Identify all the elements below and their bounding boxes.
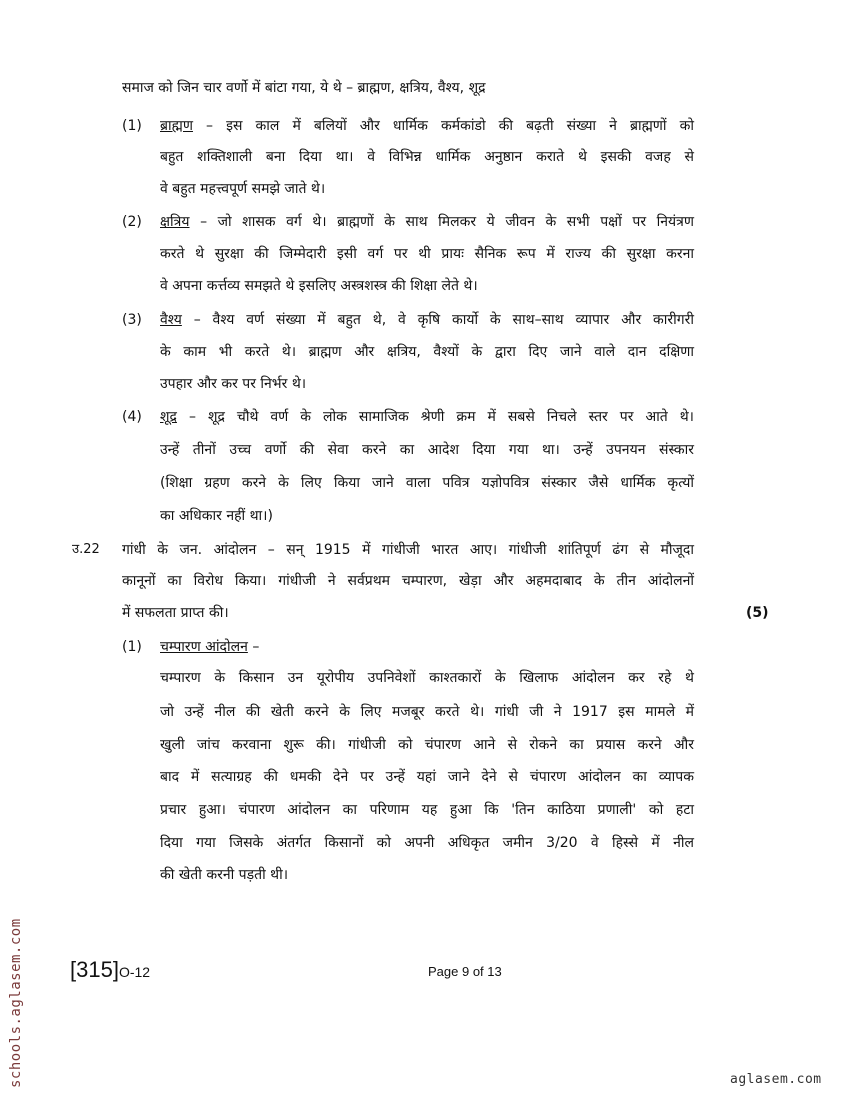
varna-4-text-1: – शूद्र चौथे वर्ण के लोक सामाजिक श्रेणी क्रम में सबसे निचले स्तर पर आते थे।: [176, 409, 694, 425]
champaran-line-1: चम्पारण के किसान उन यूरोपीय उपनिवेशों काश्तकारों के खिलाफ आंदोलन कर रहे थे: [160, 670, 694, 686]
question-number: उ.22: [72, 542, 100, 557]
varna-3-line-2: के काम भी करते थे। ब्राह्मण और क्षत्रिय, वैश्यों के द्वारा दिए जाने वाले दान दक्षिणा: [160, 344, 694, 360]
varna-1-term: ब्राह्मण: [160, 118, 193, 134]
varna-2-line-2: करते थे सुरक्षा की जिम्मेदारी इसी वर्ग पर थी प्रायः सैनिक रूप में राज्य की सुरक्षा करना: [160, 246, 694, 262]
varna-1-number: (1): [122, 118, 142, 134]
champaran-line-4: बाद में सत्याग्रह की धमकी देने पर उन्हें यहां जाने देने से चंपारण आंदोलन का व्यापक: [160, 769, 694, 785]
varna-3-term: वैश्य: [160, 312, 182, 328]
paper-code: [70, 956, 150, 986]
varna-4-term: शूद्र: [160, 409, 177, 425]
varna-3-line-1: [160, 310, 694, 330]
champaran-line-2: जो उन्हें नील की खेती करने के लिए मजबूर करते थे। गांधी जी ने 1917 इस मामले में: [160, 704, 694, 720]
q22-line-3: में सफलता प्राप्त की।: [122, 605, 229, 621]
champaran-heading-text: चम्पारण आंदोलन: [160, 639, 248, 655]
marks-label: (5): [746, 605, 769, 621]
q22-line-2: कानूनों का विरोध किया। गांधीजी ने सर्वप्रथम चम्पारण, खेड़ा और अहमदाबाद के तीन आंदोलनों: [122, 573, 694, 589]
varna-2-text-1: – जो शासक वर्ग थे। ब्राह्मणों के साथ मिलकर ये जीवन के सभी पक्षों पर नियंत्रण: [189, 214, 694, 230]
varna-3-number: (3): [122, 312, 142, 328]
champaran-line-3: खुली जांच करवाना शुरू की। गांधीजी को चंपारण आने से रोकने का प्रयास करने और: [160, 737, 694, 753]
varna-1-line-1: [160, 116, 694, 136]
intro-line: समाज को जिन चार वर्णो में बांटा गया, ये थे – ब्राह्मण, क्षत्रिय, वैश्य, शूद्र: [122, 80, 486, 96]
champaran-number: (1): [122, 639, 142, 655]
varna-4-line-2: उन्हें तीनों उच्च वर्णो की सेवा करने का आदेश दिया गया था। उन्हें उपनयन संस्कार: [160, 442, 694, 458]
paper-code-suffix: O-12: [118, 964, 151, 980]
champaran-line-6: दिया गया जिसके अंतर्गत किसानों को अपनी अधिकृत जमीन 3/20 वे हिस्से में नील: [160, 835, 694, 851]
side-watermark: schools.aglasem.com: [8, 918, 24, 1088]
varna-4-line-1: [160, 407, 694, 427]
varna-4-number: (4): [122, 409, 142, 425]
varna-3-text-1: – वैश्य वर्ण संख्या में बहुत थे, वे कृषि कार्यो के साथ–साथ व्यापार और कारीगरी: [181, 312, 694, 328]
varna-3-line-3: उपहार और कर पर निर्भर थे।: [160, 376, 307, 392]
varna-1-line-2: बहुत शक्तिशाली बना दिया था। वे विभिन्न धार्मिक अनुष्ठान कराते थे इसकी वजह से: [160, 149, 694, 165]
varna-2-number: (2): [122, 214, 142, 230]
varna-1-text-1: – इस काल में बलियों और धार्मिक कर्मकांडो की बढ़ती संख्या ने ब्राह्मणों को: [192, 118, 694, 134]
paper-code-number: [315]: [70, 957, 119, 982]
varna-4-line-4: का अधिकार नहीं था।): [160, 508, 273, 524]
champaran-line-5: प्रचार हुआ। चंपारण आंदोलन का परिणाम यह हुआ कि 'तिन काठिया प्रणाली' को हटा: [160, 802, 694, 818]
varna-2-line-3: वे अपना कर्त्तव्य समझते थे इसलिए अस्त्रशस्त्र की शिक्षा लेते थे।: [160, 278, 478, 294]
page-number: Page 9 of 13: [428, 964, 502, 979]
varna-2-line-1: [160, 212, 694, 232]
varna-1-line-3: वे बहुत महत्त्वपूर्ण समझे जाते थे।: [160, 181, 326, 197]
varna-4-line-3: (शिक्षा ग्रहण करने के लिए किया जाने वाला पवित्र यज्ञोपवित्र संस्कार जैसे धार्मिक कृत्यों: [160, 475, 694, 491]
varna-2-term: क्षत्रिय: [160, 214, 190, 230]
champaran-heading: [160, 637, 259, 657]
q22-line-1: गांधी के जन. आंदोलन – सन् 1915 में गांधीजी भारत आए। गांधीजी शांतिपूर्ण ढंग से मौजूदा: [122, 542, 694, 558]
champaran-heading-suffix: –: [247, 639, 260, 655]
champaran-line-7: की खेती करनी पड़ती थी।: [160, 867, 289, 883]
bottom-watermark: aglasem.com: [730, 1072, 822, 1087]
